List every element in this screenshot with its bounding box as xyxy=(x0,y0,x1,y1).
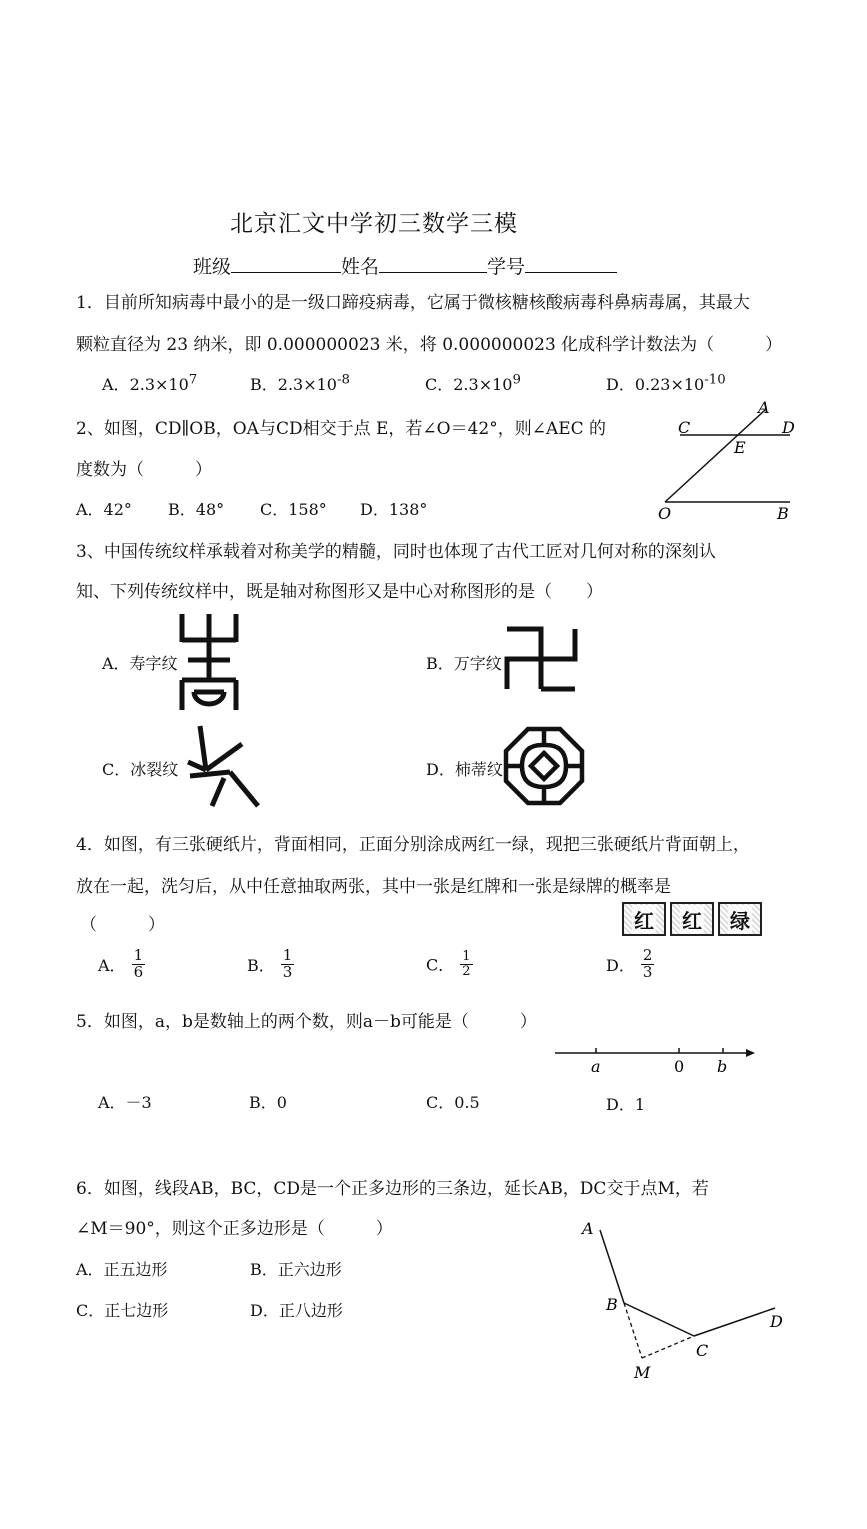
persimmon-pattern-icon xyxy=(504,727,584,805)
q2-option-b[interactable]: B．48° xyxy=(168,500,225,519)
q2-label-b: B xyxy=(777,504,789,523)
name-label: 姓名 xyxy=(341,256,380,278)
q6-label-a: A xyxy=(582,1219,594,1238)
q2-option-a[interactable]: A．42° xyxy=(76,500,132,519)
q3-option-d[interactable]: D．柿蒂纹 xyxy=(426,760,503,779)
q6-label-m: M xyxy=(634,1363,651,1382)
q4-option-d[interactable]: D． $\frac{2}{3}$ xyxy=(606,946,653,981)
q4-option-b[interactable]: B． $\frac{1}{3}$ xyxy=(247,946,293,981)
q2-figure xyxy=(650,395,810,525)
q6-option-d[interactable]: D．正八边形 xyxy=(250,1301,343,1320)
q4-option-c[interactable]: C． $\frac{1}{2}$ xyxy=(426,949,471,979)
q5-option-a[interactable]: A．－3 xyxy=(98,1093,152,1112)
q2-option-c[interactable]: C．158° xyxy=(260,500,327,519)
axis-label-zero: 0 xyxy=(674,1057,685,1076)
wan-pattern-icon xyxy=(505,627,577,691)
q2-label-a: A xyxy=(758,398,770,417)
number-line-figure xyxy=(553,1040,763,1080)
q3-line2: 知、下列传统纹样中，既是轴对称图形又是中心对称图形的是（ ） xyxy=(76,582,603,602)
q2-label-c: C xyxy=(678,418,691,437)
q1-option-d[interactable]: D．$0.23\times 10^{-10}$ xyxy=(606,372,726,394)
q4-line1: 4．如图，有三张硬纸片，背面相同，正面分别涂成两红一绿，现把三张硬纸片背面朝上， xyxy=(76,835,750,855)
q6-label-c: C xyxy=(696,1341,709,1360)
q2-option-d[interactable]: D．138° xyxy=(360,500,428,519)
q1-option-a[interactable]: A．$2.3\times 10^7$ xyxy=(102,372,198,394)
q2-line1: 2、如图，CD∥OB，OA与CD相交于点 E，若∠O＝42°，则∠AEC 的 xyxy=(76,419,607,439)
q6-option-a[interactable]: A．正五边形 xyxy=(76,1260,168,1279)
q3-option-a[interactable]: A．寿字纹 xyxy=(102,654,178,673)
id-blank[interactable] xyxy=(525,254,617,273)
q2-label-d: D xyxy=(782,418,795,437)
q2-label-o: O xyxy=(658,504,672,523)
card-3: 绿 xyxy=(718,902,762,936)
q3-option-b[interactable]: B．万字纹 xyxy=(426,654,502,673)
q6-label-b: B xyxy=(606,1295,618,1314)
q6-option-c[interactable]: C．正七边形 xyxy=(76,1301,169,1320)
q4-line2: 放在一起，洗匀后，从中任意抽取两张，其中一张是红牌和一张是绿牌的概率是 xyxy=(76,877,671,897)
card-2: 红 xyxy=(670,902,714,936)
id-label: 学号 xyxy=(487,256,526,278)
q3-option-c[interactable]: C．冰裂纹 xyxy=(102,760,179,779)
q1-line2: 颗粒直径为 23 纳米，即 0.000000023 米，将 0.000000023 化成科学计数法为（ ） xyxy=(76,335,783,355)
name-blank[interactable] xyxy=(379,254,487,273)
q1-option-b[interactable]: B．$2.3\times 10^{-8}$ xyxy=(250,372,350,394)
q5-option-d[interactable]: D．1 xyxy=(606,1095,646,1114)
axis-label-b: b xyxy=(717,1057,728,1076)
q5-option-c[interactable]: C．0.5 xyxy=(426,1093,480,1112)
q4-option-a[interactable]: A． $\frac{1}{6}$ xyxy=(98,946,144,981)
q2-line2: 度数为（ ） xyxy=(76,460,212,480)
ice-crack-pattern-icon xyxy=(178,722,260,806)
q6-figure xyxy=(570,1210,800,1390)
q1-line1: 1．目前所知病毒中最小的是一级口蹄疫病毒，它属于微核糖核酸病毒科鼻病毒属，其最大 xyxy=(76,293,750,313)
q2-label-e: E xyxy=(734,438,746,457)
page-title: 北京汇文中学初三数学三模 xyxy=(230,211,518,237)
q6-label-d: D xyxy=(770,1312,783,1331)
q6-line1: 6．如图，线段AB，BC，CD是一个正多边形的三条边，延长AB，DC交于点M，若 xyxy=(76,1179,709,1199)
q6-option-b[interactable]: B．正六边形 xyxy=(250,1260,342,1279)
shou-pattern-icon xyxy=(178,612,240,712)
class-label: 班级 xyxy=(193,256,232,278)
q6-line2: ∠M＝90°，则这个正多边形是（ ） xyxy=(76,1219,393,1239)
q3-line1: 3、中国传统纹样承载着对称美学的精髓，同时也体现了古代工匠对几何对称的深刻认 xyxy=(76,542,716,562)
q5-option-b[interactable]: B．0 xyxy=(249,1093,287,1112)
card-1: 红 xyxy=(622,902,666,936)
student-info-row xyxy=(193,252,617,279)
q4-line3: （ ） xyxy=(80,915,165,935)
q5-line1: 5．如图，a，b是数轴上的两个数，则a－b可能是（ ） xyxy=(76,1012,537,1032)
class-blank[interactable] xyxy=(231,254,341,273)
axis-label-a: a xyxy=(591,1057,601,1076)
q1-option-c[interactable]: C．$2.3\times 10^9$ xyxy=(425,372,521,394)
